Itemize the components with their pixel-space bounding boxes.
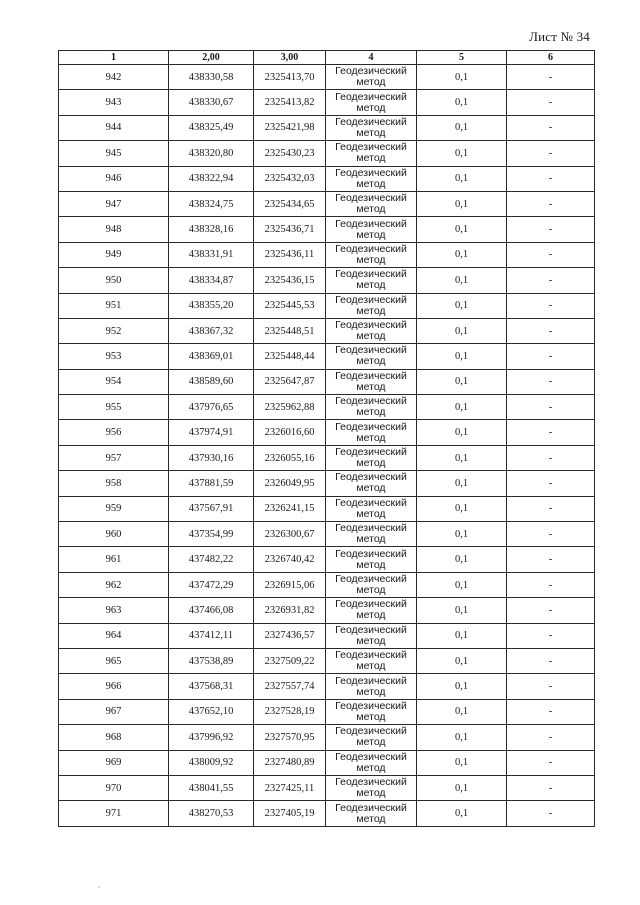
point-number-cell: 966 <box>59 674 169 699</box>
method-cell <box>326 547 417 572</box>
method-text-line: метод <box>356 710 386 723</box>
method-text-line: Геодезический <box>335 623 407 636</box>
method-cell <box>326 801 417 826</box>
x-coordinate-cell: 438322,94 <box>169 166 254 191</box>
accuracy-cell: 0,1 <box>417 217 507 242</box>
x-coordinate-cell: 438320,80 <box>169 141 254 166</box>
method-text-line: метод <box>356 203 386 216</box>
y-coordinate-cell: 2326241,15 <box>254 496 326 521</box>
method-text-line: Геодезический <box>335 319 407 332</box>
method-text-line: метод <box>356 660 386 673</box>
method-cell <box>326 699 417 724</box>
accuracy-cell: 0,1 <box>417 90 507 115</box>
method-text-line: Геодезический <box>335 446 407 459</box>
accuracy-cell: 0,1 <box>417 522 507 547</box>
method-text-line: метод <box>356 304 386 317</box>
y-coordinate-cell: 2325448,51 <box>254 318 326 343</box>
y-coordinate-cell: 2325436,71 <box>254 217 326 242</box>
point-number-cell: 955 <box>59 395 169 420</box>
y-coordinate-cell: 2325413,70 <box>254 65 326 90</box>
point-number-cell: 967 <box>59 699 169 724</box>
table-row <box>59 420 595 445</box>
accuracy-cell: 0,1 <box>417 395 507 420</box>
note-cell: - <box>507 318 595 343</box>
accuracy-cell: 0,1 <box>417 598 507 623</box>
method-text-line: Геодезический <box>335 166 407 179</box>
method-text-line: Геодезический <box>335 90 407 103</box>
method-text-line: метод <box>356 457 386 470</box>
point-number-cell: 956 <box>59 420 169 445</box>
method-text-line: метод <box>356 584 386 596</box>
method-text-line: Геодезический <box>335 369 407 382</box>
method-text-line: Геодезический <box>335 395 407 408</box>
method-text-line: метод <box>356 482 386 495</box>
method-text-line: метод <box>356 101 386 114</box>
y-coordinate-cell: 2327557,74 <box>254 674 326 699</box>
method-text-line: метод <box>356 76 386 89</box>
note-cell: - <box>507 801 595 826</box>
y-coordinate-cell: 2325430,23 <box>254 141 326 166</box>
method-text-line: Геодезический <box>335 420 407 433</box>
note-cell: - <box>507 242 595 267</box>
note-cell: - <box>507 65 595 90</box>
table-row <box>59 445 595 470</box>
table-row <box>59 90 595 115</box>
y-coordinate-cell: 2325962,88 <box>254 395 326 420</box>
method-text-line: метод <box>356 812 386 825</box>
x-coordinate-cell: 438589,60 <box>169 369 254 394</box>
scan-speck <box>98 886 100 888</box>
method-text-line: Геодезический <box>335 725 407 738</box>
method-cell <box>326 318 417 343</box>
table-row <box>59 750 595 775</box>
table-row <box>59 268 595 293</box>
table-row <box>59 674 595 699</box>
accuracy-cell: 0,1 <box>417 420 507 445</box>
method-cell <box>326 141 417 166</box>
table-row <box>59 166 595 191</box>
accuracy-cell: 0,1 <box>417 191 507 216</box>
y-coordinate-cell: 2325413,82 <box>254 90 326 115</box>
method-text-line: Геодезический <box>335 750 407 763</box>
x-coordinate-cell: 438041,55 <box>169 775 254 800</box>
table-row <box>59 496 595 521</box>
method-text-line: Геодезический <box>335 776 407 789</box>
note-cell: - <box>507 293 595 318</box>
point-number-cell: 951 <box>59 293 169 318</box>
accuracy-cell: 0,1 <box>417 725 507 750</box>
accuracy-cell: 0,1 <box>417 674 507 699</box>
table-row <box>59 217 595 242</box>
method-cell <box>326 115 417 140</box>
method-text-line: метод <box>356 330 386 343</box>
point-number-cell: 948 <box>59 217 169 242</box>
method-cell <box>326 750 417 775</box>
x-coordinate-cell: 438324,75 <box>169 191 254 216</box>
method-cell <box>326 420 417 445</box>
method-cell <box>326 369 417 394</box>
accuracy-cell: 0,1 <box>417 648 507 673</box>
note-cell: - <box>507 572 595 597</box>
note-cell: - <box>507 750 595 775</box>
method-text-line: метод <box>356 253 386 266</box>
x-coordinate-cell: 438334,87 <box>169 268 254 293</box>
method-cell <box>326 445 417 470</box>
accuracy-cell: 0,1 <box>417 65 507 90</box>
accuracy-cell: 0,1 <box>417 623 507 648</box>
x-coordinate-cell: 438331,91 <box>169 242 254 267</box>
accuracy-cell: 0,1 <box>417 496 507 521</box>
method-text-line: Геодезический <box>335 674 407 687</box>
method-cell <box>326 725 417 750</box>
method-cell <box>326 242 417 267</box>
point-number-cell: 942 <box>59 65 169 90</box>
method-text-line: метод <box>356 507 386 520</box>
table-row <box>59 191 595 216</box>
x-coordinate-cell: 438369,01 <box>169 344 254 369</box>
point-number-cell: 958 <box>59 471 169 496</box>
y-coordinate-cell: 2327436,57 <box>254 623 326 648</box>
method-text-line: Геодезический <box>335 141 407 154</box>
method-text-line: метод <box>356 279 386 292</box>
note-cell: - <box>507 775 595 800</box>
method-cell <box>326 572 417 597</box>
note-cell: - <box>507 217 595 242</box>
note-cell: - <box>507 395 595 420</box>
point-number-cell: 965 <box>59 648 169 673</box>
y-coordinate-cell: 2325445,53 <box>254 293 326 318</box>
x-coordinate-cell: 437412,11 <box>169 623 254 648</box>
accuracy-cell: 0,1 <box>417 699 507 724</box>
header-col-1: 1 <box>59 51 169 65</box>
y-coordinate-cell: 2325436,11 <box>254 242 326 267</box>
method-text-line: метод <box>356 380 386 393</box>
x-coordinate-cell: 438330,58 <box>169 65 254 90</box>
point-number-cell: 954 <box>59 369 169 394</box>
method-text-line: метод <box>356 355 386 368</box>
note-cell: - <box>507 648 595 673</box>
x-coordinate-cell: 437996,92 <box>169 725 254 750</box>
note-cell: - <box>507 141 595 166</box>
y-coordinate-cell: 2326055,16 <box>254 445 326 470</box>
method-cell <box>326 293 417 318</box>
coordinates-table <box>58 50 595 827</box>
table-row <box>59 242 595 267</box>
method-text-line: метод <box>356 685 386 698</box>
table-row <box>59 522 595 547</box>
accuracy-cell: 0,1 <box>417 775 507 800</box>
header-col-3: 3,00 <box>254 51 326 65</box>
y-coordinate-cell: 2327509,22 <box>254 648 326 673</box>
note-cell: - <box>507 725 595 750</box>
table-row <box>59 318 595 343</box>
y-coordinate-cell: 2325421,98 <box>254 115 326 140</box>
accuracy-cell: 0,1 <box>417 318 507 343</box>
table-row <box>59 344 595 369</box>
note-cell: - <box>507 623 595 648</box>
note-cell: - <box>507 420 595 445</box>
note-cell: - <box>507 547 595 572</box>
note-cell: - <box>507 699 595 724</box>
accuracy-cell: 0,1 <box>417 141 507 166</box>
table-row <box>59 395 595 420</box>
note-cell: - <box>507 166 595 191</box>
point-number-cell: 957 <box>59 445 169 470</box>
method-cell <box>326 395 417 420</box>
accuracy-cell: 0,1 <box>417 572 507 597</box>
header-col-2: 2,00 <box>169 51 254 65</box>
table-row <box>59 801 595 826</box>
table-body <box>59 65 595 827</box>
accuracy-cell: 0,1 <box>417 801 507 826</box>
point-number-cell: 968 <box>59 725 169 750</box>
x-coordinate-cell: 437472,29 <box>169 572 254 597</box>
table-row <box>59 369 595 394</box>
y-coordinate-cell: 2327480,89 <box>254 750 326 775</box>
method-text-line: метод <box>356 431 386 444</box>
method-text-line: Геодезический <box>335 522 407 535</box>
table-row <box>59 699 595 724</box>
accuracy-cell: 0,1 <box>417 115 507 140</box>
method-text-line: метод <box>356 177 386 190</box>
y-coordinate-cell: 2326300,67 <box>254 522 326 547</box>
method-cell <box>326 65 417 90</box>
x-coordinate-cell: 437930,16 <box>169 445 254 470</box>
table-row <box>59 141 595 166</box>
note-cell: - <box>507 496 595 521</box>
method-text-line: метод <box>356 634 386 647</box>
table-row <box>59 572 595 597</box>
table-row <box>59 623 595 648</box>
note-cell: - <box>507 115 595 140</box>
header-col-4: 4 <box>326 51 417 65</box>
method-text-line: метод <box>356 761 386 774</box>
table-row <box>59 471 595 496</box>
x-coordinate-cell: 438355,20 <box>169 293 254 318</box>
method-cell <box>326 191 417 216</box>
y-coordinate-cell: 2327425,11 <box>254 775 326 800</box>
point-number-cell: 962 <box>59 572 169 597</box>
header-row <box>59 51 595 65</box>
point-number-cell: 959 <box>59 496 169 521</box>
method-cell <box>326 775 417 800</box>
method-text-line: Геодезический <box>335 65 407 78</box>
x-coordinate-cell: 438009,92 <box>169 750 254 775</box>
header-col-5: 5 <box>417 51 507 65</box>
method-text-line: Геодезический <box>335 242 407 255</box>
y-coordinate-cell: 2326915,06 <box>254 572 326 597</box>
table-row <box>59 65 595 90</box>
note-cell: - <box>507 90 595 115</box>
method-cell <box>326 522 417 547</box>
table-row <box>59 775 595 800</box>
point-number-cell: 961 <box>59 547 169 572</box>
x-coordinate-cell: 438325,49 <box>169 115 254 140</box>
accuracy-cell: 0,1 <box>417 750 507 775</box>
y-coordinate-cell: 2325448,44 <box>254 344 326 369</box>
note-cell: - <box>507 674 595 699</box>
x-coordinate-cell: 437568,31 <box>169 674 254 699</box>
accuracy-cell: 0,1 <box>417 471 507 496</box>
method-text-line: Геодезический <box>335 573 407 585</box>
y-coordinate-cell: 2326931,82 <box>254 598 326 623</box>
table-row <box>59 293 595 318</box>
note-cell: - <box>507 369 595 394</box>
method-text-line: Геодезический <box>335 649 407 662</box>
x-coordinate-cell: 437976,65 <box>169 395 254 420</box>
method-text-line: метод <box>356 228 386 241</box>
method-text-line: Геодезический <box>335 496 407 509</box>
method-cell <box>326 471 417 496</box>
x-coordinate-cell: 437974,91 <box>169 420 254 445</box>
table-header <box>59 51 595 65</box>
note-cell: - <box>507 445 595 470</box>
y-coordinate-cell: 2325647,87 <box>254 369 326 394</box>
note-cell: - <box>507 598 595 623</box>
method-text-line: Геодезический <box>335 115 407 128</box>
y-coordinate-cell: 2327570,95 <box>254 725 326 750</box>
point-number-cell: 960 <box>59 522 169 547</box>
method-text-line: метод <box>356 787 386 800</box>
x-coordinate-cell: 438270,53 <box>169 801 254 826</box>
method-text-line: Геодезический <box>335 471 407 484</box>
x-coordinate-cell: 437652,10 <box>169 699 254 724</box>
x-coordinate-cell: 438367,32 <box>169 318 254 343</box>
point-number-cell: 963 <box>59 598 169 623</box>
point-number-cell: 943 <box>59 90 169 115</box>
accuracy-cell: 0,1 <box>417 242 507 267</box>
accuracy-cell: 0,1 <box>417 293 507 318</box>
accuracy-cell: 0,1 <box>417 547 507 572</box>
note-cell: - <box>507 522 595 547</box>
point-number-cell: 971 <box>59 801 169 826</box>
x-coordinate-cell: 438330,67 <box>169 90 254 115</box>
method-text-line: метод <box>356 126 386 139</box>
table-row <box>59 725 595 750</box>
method-cell <box>326 90 417 115</box>
method-text-line: Геодезический <box>335 192 407 205</box>
method-cell <box>326 496 417 521</box>
point-number-cell: 947 <box>59 191 169 216</box>
note-cell: - <box>507 344 595 369</box>
method-text-line: Геодезический <box>335 268 407 281</box>
point-number-cell: 950 <box>59 268 169 293</box>
method-text-line: метод <box>356 736 386 749</box>
x-coordinate-cell: 437538,89 <box>169 648 254 673</box>
y-coordinate-cell: 2326049,95 <box>254 471 326 496</box>
accuracy-cell: 0,1 <box>417 445 507 470</box>
method-cell <box>326 674 417 699</box>
note-cell: - <box>507 268 595 293</box>
y-coordinate-cell: 2325436,15 <box>254 268 326 293</box>
method-cell <box>326 217 417 242</box>
y-coordinate-cell: 2327528,19 <box>254 699 326 724</box>
y-coordinate-cell: 2327405,19 <box>254 801 326 826</box>
method-cell <box>326 648 417 673</box>
table-row <box>59 598 595 623</box>
note-cell: - <box>507 191 595 216</box>
x-coordinate-cell: 437881,59 <box>169 471 254 496</box>
header-col-6: 6 <box>507 51 595 65</box>
method-text-line: Геодезический <box>335 801 407 814</box>
table-row <box>59 115 595 140</box>
point-number-cell: 949 <box>59 242 169 267</box>
method-cell <box>326 623 417 648</box>
x-coordinate-cell: 438328,16 <box>169 217 254 242</box>
y-coordinate-cell: 2325434,65 <box>254 191 326 216</box>
method-cell <box>326 166 417 191</box>
table-row <box>59 547 595 572</box>
method-text-line: Геодезический <box>335 547 407 560</box>
method-text-line: метод <box>356 558 386 571</box>
x-coordinate-cell: 437567,91 <box>169 496 254 521</box>
point-number-cell: 945 <box>59 141 169 166</box>
accuracy-cell: 0,1 <box>417 166 507 191</box>
x-coordinate-cell: 437354,99 <box>169 522 254 547</box>
point-number-cell: 946 <box>59 166 169 191</box>
method-text-line: метод <box>356 406 386 419</box>
point-number-cell: 970 <box>59 775 169 800</box>
y-coordinate-cell: 2325432,03 <box>254 166 326 191</box>
note-cell: - <box>507 471 595 496</box>
method-text-line: Геодезический <box>335 598 407 611</box>
sheet-number-label: Лист № 34 <box>529 29 590 44</box>
method-text-line: Геодезический <box>335 293 407 306</box>
accuracy-cell: 0,1 <box>417 344 507 369</box>
table-row <box>59 648 595 673</box>
method-text-line: Геодезический <box>335 344 407 357</box>
accuracy-cell: 0,1 <box>417 268 507 293</box>
method-cell <box>326 598 417 623</box>
point-number-cell: 952 <box>59 318 169 343</box>
y-coordinate-cell: 2326740,42 <box>254 547 326 572</box>
y-coordinate-cell: 2326016,60 <box>254 420 326 445</box>
x-coordinate-cell: 437466,08 <box>169 598 254 623</box>
method-cell <box>326 344 417 369</box>
point-number-cell: 944 <box>59 115 169 140</box>
point-number-cell: 964 <box>59 623 169 648</box>
point-number-cell: 969 <box>59 750 169 775</box>
method-text-line: Геодезический <box>335 217 407 230</box>
method-cell <box>326 268 417 293</box>
accuracy-cell: 0,1 <box>417 369 507 394</box>
x-coordinate-cell: 437482,22 <box>169 547 254 572</box>
method-text-line: метод <box>356 609 386 622</box>
point-number-cell: 953 <box>59 344 169 369</box>
method-text-line: Геодезический <box>335 699 407 712</box>
method-text-line: метод <box>356 533 386 546</box>
method-text-line: метод <box>356 152 386 165</box>
